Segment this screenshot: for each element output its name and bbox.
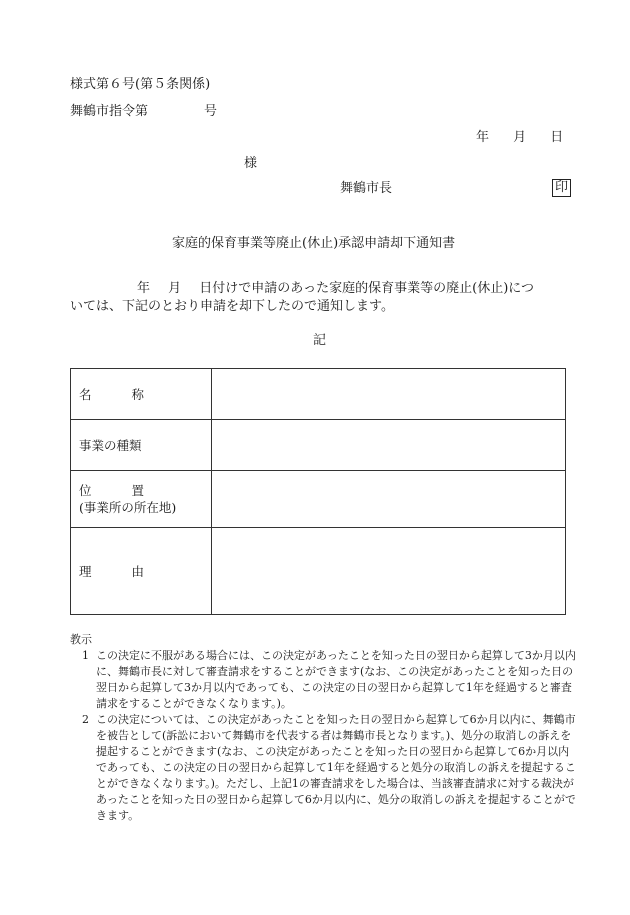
row-label-location: 位 置 (事業所の所在地) [71, 471, 212, 528]
notice-item-number: 2 [82, 713, 89, 726]
directive-prefix: 舞鶴市指令第 [70, 104, 149, 119]
details-table [70, 368, 566, 615]
row-value-name [212, 369, 566, 420]
table-row [71, 369, 566, 420]
table-row [71, 420, 566, 471]
notice-item [70, 712, 576, 824]
row-label-reason: 理 由 [71, 528, 212, 615]
notice-item [70, 648, 576, 712]
notice-heading: 教示 [70, 633, 92, 646]
issue-date: 年 月 日 [476, 130, 564, 145]
row-label-name: 名 称 [71, 369, 212, 420]
row-value-business-type [212, 420, 566, 471]
appeal-notice [70, 632, 576, 824]
form-number: 様式第６号(第５条関係) [70, 77, 211, 92]
directive-number-line [70, 104, 217, 120]
issuer-name: 舞鶴市長 [340, 181, 393, 196]
directive-suffix: 号 [204, 104, 218, 119]
row-value-reason [212, 528, 566, 615]
row-value-location [212, 471, 566, 528]
ki-heading: 記 [313, 333, 327, 348]
notice-item-text: この決定に不服がある場合には、この決定があったことを知った日の翌日から起算して3か月以内に、舞鶴市長に対して審査請求をすることができます(なお、この決定があったことを知った日の翌日から起算して3か月以内であっても、この決定の日の翌日から起算して1年を経過すると審査請求をすることができなくなります。)。 [96, 649, 576, 710]
table-row [71, 471, 566, 528]
row-label-business-type: 事業の種類 [71, 420, 212, 471]
notice-item-text: この決定については、この決定があったことを知った日の翌日から起算して6か月以内に、舞鶴市を被告として(訴訟において舞鶴市を代表する者は舞鶴市長となります。)、処分の取消しの訴えを提起することができます(なお、この決定があったことを知った日の翌日から起算して6か月以内であっても、この決定の日の翌日から起算して1年を経過すると処分の取消しの訴えを提起することができなくなります。)。ただし、上記1の審査請求をした場合は、当該審査請求に対する裁決があったことを知った日の翌日から起算して6か月以内に、処分の取消しの訴えを提起することができます。 [96, 713, 576, 822]
body-line-2: いては、下記のとおり申請を却下したので通知します。 [70, 299, 394, 314]
body-line-1: 年 月 日付けで申請のあった家庭的保育事業等の廃止(休止)につ [137, 281, 535, 296]
table-row [71, 528, 566, 615]
addressee-suffix: 様 [244, 156, 258, 171]
notice-item-number: 1 [82, 649, 89, 662]
seal-mark: 印 [552, 179, 571, 197]
notice-body [70, 280, 570, 316]
row-label-location-sub: (事業所の所在地) [79, 500, 177, 515]
document-title: 家庭的保育事業等廃止(休止)承認申請却下通知書 [172, 236, 456, 251]
